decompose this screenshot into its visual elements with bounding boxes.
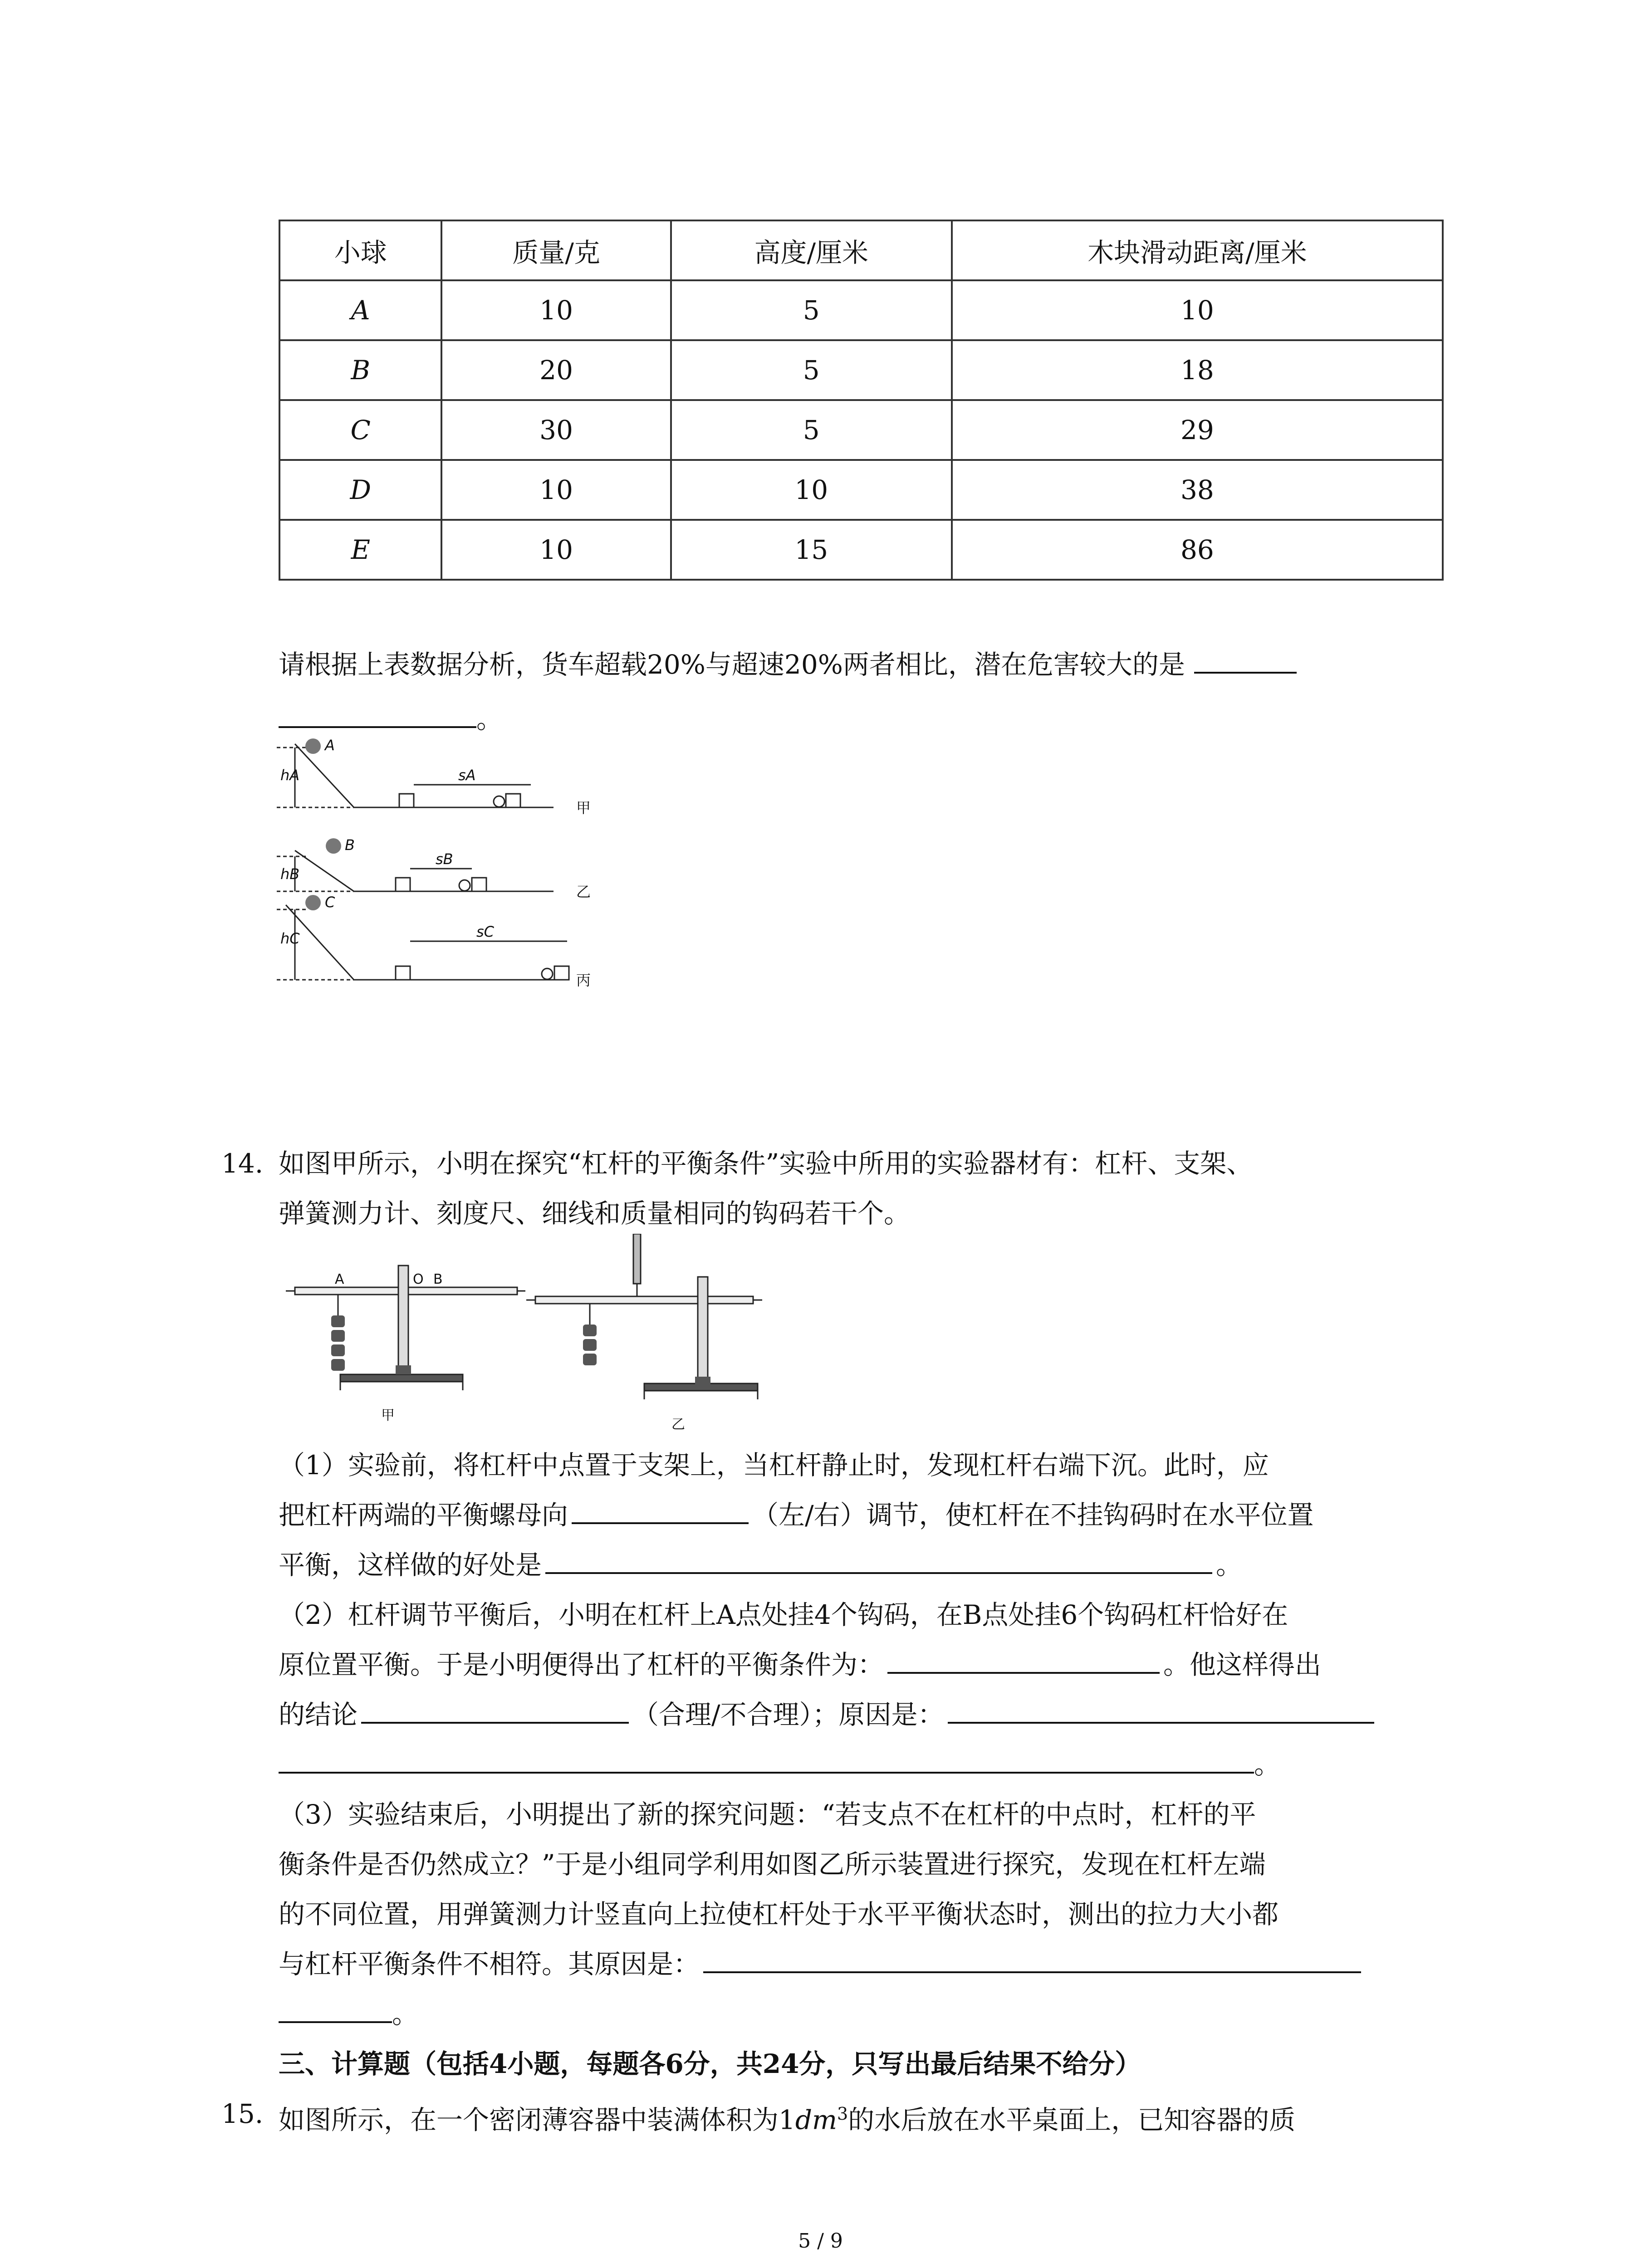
- cell-height: 5: [671, 400, 952, 460]
- label-height-a: hA: [280, 767, 300, 784]
- label-height-b: hB: [280, 865, 300, 883]
- table-header-row: [279, 220, 1443, 280]
- table-row: [279, 280, 1443, 340]
- label-point-a: A: [335, 1271, 344, 1287]
- cell-height: 5: [671, 280, 952, 340]
- lever-experiment-figure: [277, 1234, 776, 1433]
- cell-height: 10: [671, 460, 952, 520]
- label-figure-yi: 乙: [576, 883, 591, 900]
- cell-ball: D: [279, 460, 441, 520]
- cell-mass: 20: [441, 340, 671, 400]
- reason-blank-continued[interactable]: [279, 1745, 1254, 1774]
- ball-a: [305, 738, 321, 754]
- q13-question-line: 请根据上表数据分析，货车超载20%与超速20%两者相比，潜在危害较大的是: [279, 640, 1297, 689]
- q14-part2-line-3: 的结论 （合理/不合理）；原因是：: [279, 1690, 1374, 1740]
- label-pivot-o: O: [413, 1271, 424, 1287]
- q14-part2-line-4: 。: [279, 1740, 1280, 1789]
- ramp-experiment-figure: [277, 735, 603, 989]
- cell-distance: 86: [952, 520, 1443, 580]
- label-figure-bing: 丙: [576, 972, 591, 989]
- q15-number: 15.: [221, 2098, 264, 2129]
- cell-mass: 10: [441, 520, 671, 580]
- q14-number: 14.: [221, 1148, 264, 1179]
- q13-question-line-2: 。: [279, 694, 503, 744]
- ball-c: [305, 895, 321, 910]
- label-height-c: hC: [280, 930, 300, 947]
- label-ball-b: B: [345, 836, 355, 854]
- q14-part2-line-1: （2）杠杆调节平衡后，小明在杠杆上A点处挂4个钩码，在B点处挂6个钩码杠杆恰好在: [279, 1599, 1288, 1630]
- q14-part3-line-3: 的不同位置，用弹簧测力计竖直向上拉使杠杆处于水平平衡状态时，测出的拉力大小都: [279, 1899, 1279, 1930]
- table-row: [279, 400, 1443, 460]
- cell-distance: 10: [952, 280, 1443, 340]
- cell-ball: B: [279, 340, 441, 400]
- cause-blank[interactable]: [703, 1944, 1361, 1973]
- answer-blank[interactable]: [1194, 645, 1297, 674]
- balance-condition-blank[interactable]: [887, 1645, 1160, 1674]
- reason-blank[interactable]: [948, 1695, 1374, 1724]
- data-table: [279, 220, 1444, 581]
- header-mass: 质量/克: [441, 220, 671, 280]
- caption-yi: 乙: [671, 1417, 685, 1432]
- caption-jia: 甲: [381, 1408, 395, 1423]
- ball-b: [326, 838, 341, 854]
- header-height: 高度/厘米: [671, 220, 952, 280]
- cell-mass: 30: [441, 400, 671, 460]
- q14-stem-line-1: 如图甲所示，小明在探究“杠杆的平衡条件”实验中所用的实验器材有：杠杆、支架、: [279, 1148, 1253, 1179]
- page-number: 5 / 9: [798, 2229, 843, 2253]
- q14-part2-line-2: 原位置平衡。于是小明便得出了杠杆的平衡条件为： 。他这样得出: [279, 1640, 1321, 1690]
- reasonable-blank[interactable]: [361, 1695, 629, 1724]
- q14-stem-line-2: 弹簧测力计、刻度尺、细线和质量相同的钩码若干个。: [279, 1198, 911, 1229]
- table-row: [279, 460, 1443, 520]
- q14-part1-line-3: 平衡，这样做的好处是 。: [279, 1540, 1242, 1590]
- label-distance-b: sB: [436, 850, 453, 868]
- cause-blank-continued[interactable]: [279, 1994, 392, 2023]
- cell-distance: 38: [952, 460, 1443, 520]
- table-row: [279, 520, 1443, 580]
- label-ball-c: C: [325, 894, 335, 911]
- q14-part1-line-1: （1）实验前，将杠杆中点置于支架上，当杠杆静止时，发现杠杆右端下沉。此时，应: [279, 1450, 1269, 1481]
- label-point-b: B: [433, 1271, 443, 1287]
- answer-blank[interactable]: [279, 699, 476, 728]
- header-ball: 小球: [279, 220, 441, 280]
- cell-mass: 10: [441, 280, 671, 340]
- table-row: [279, 340, 1443, 400]
- label-distance-c: sC: [476, 923, 495, 940]
- cell-height: 5: [671, 340, 952, 400]
- q14-part3-line-2: 衡条件是否仍然成立？”于是小组同学利用如图乙所示装置进行探究，发现在杠杆左端: [279, 1849, 1266, 1880]
- q14-part1-line-2: 把杠杆两端的平衡螺母向 （左/右）调节，使杠杆在不挂钩码时在水平位置: [279, 1490, 1314, 1540]
- cell-height: 15: [671, 520, 952, 580]
- label-distance-a: sA: [458, 767, 476, 784]
- q15-line-1: 如图所示，在一个密闭薄容器中装满体积为$1dm^3$的水后放在水平桌面上，已知容器的质: [279, 2104, 1296, 2136]
- direction-blank[interactable]: [572, 1495, 749, 1524]
- q14-part3-line-4: 与杠杆平衡条件不相符。其原因是：: [279, 1939, 1361, 1989]
- cell-distance: 18: [952, 340, 1443, 400]
- cell-mass: 10: [441, 460, 671, 520]
- label-ball-a: A: [325, 737, 335, 754]
- cell-ball: E: [279, 520, 441, 580]
- q14-part3-line-1: （3）实验结束后，小明提出了新的探究问题：“若支点不在杠杆的中点时，杠杆的平: [279, 1799, 1256, 1830]
- label-figure-jia: 甲: [576, 799, 591, 816]
- benefit-blank[interactable]: [545, 1545, 1212, 1574]
- q14-part3-line-5: 。: [279, 1989, 418, 2039]
- cell-ball: A: [279, 280, 441, 340]
- cell-distance: 29: [952, 400, 1443, 460]
- header-distance: 木块滑动距离/厘米: [952, 220, 1443, 280]
- section-3-heading: 三、计算题（包括4小题，每题各6分，共24分，只写出最后结果不给分）: [279, 2048, 1141, 2079]
- cell-ball: C: [279, 400, 441, 460]
